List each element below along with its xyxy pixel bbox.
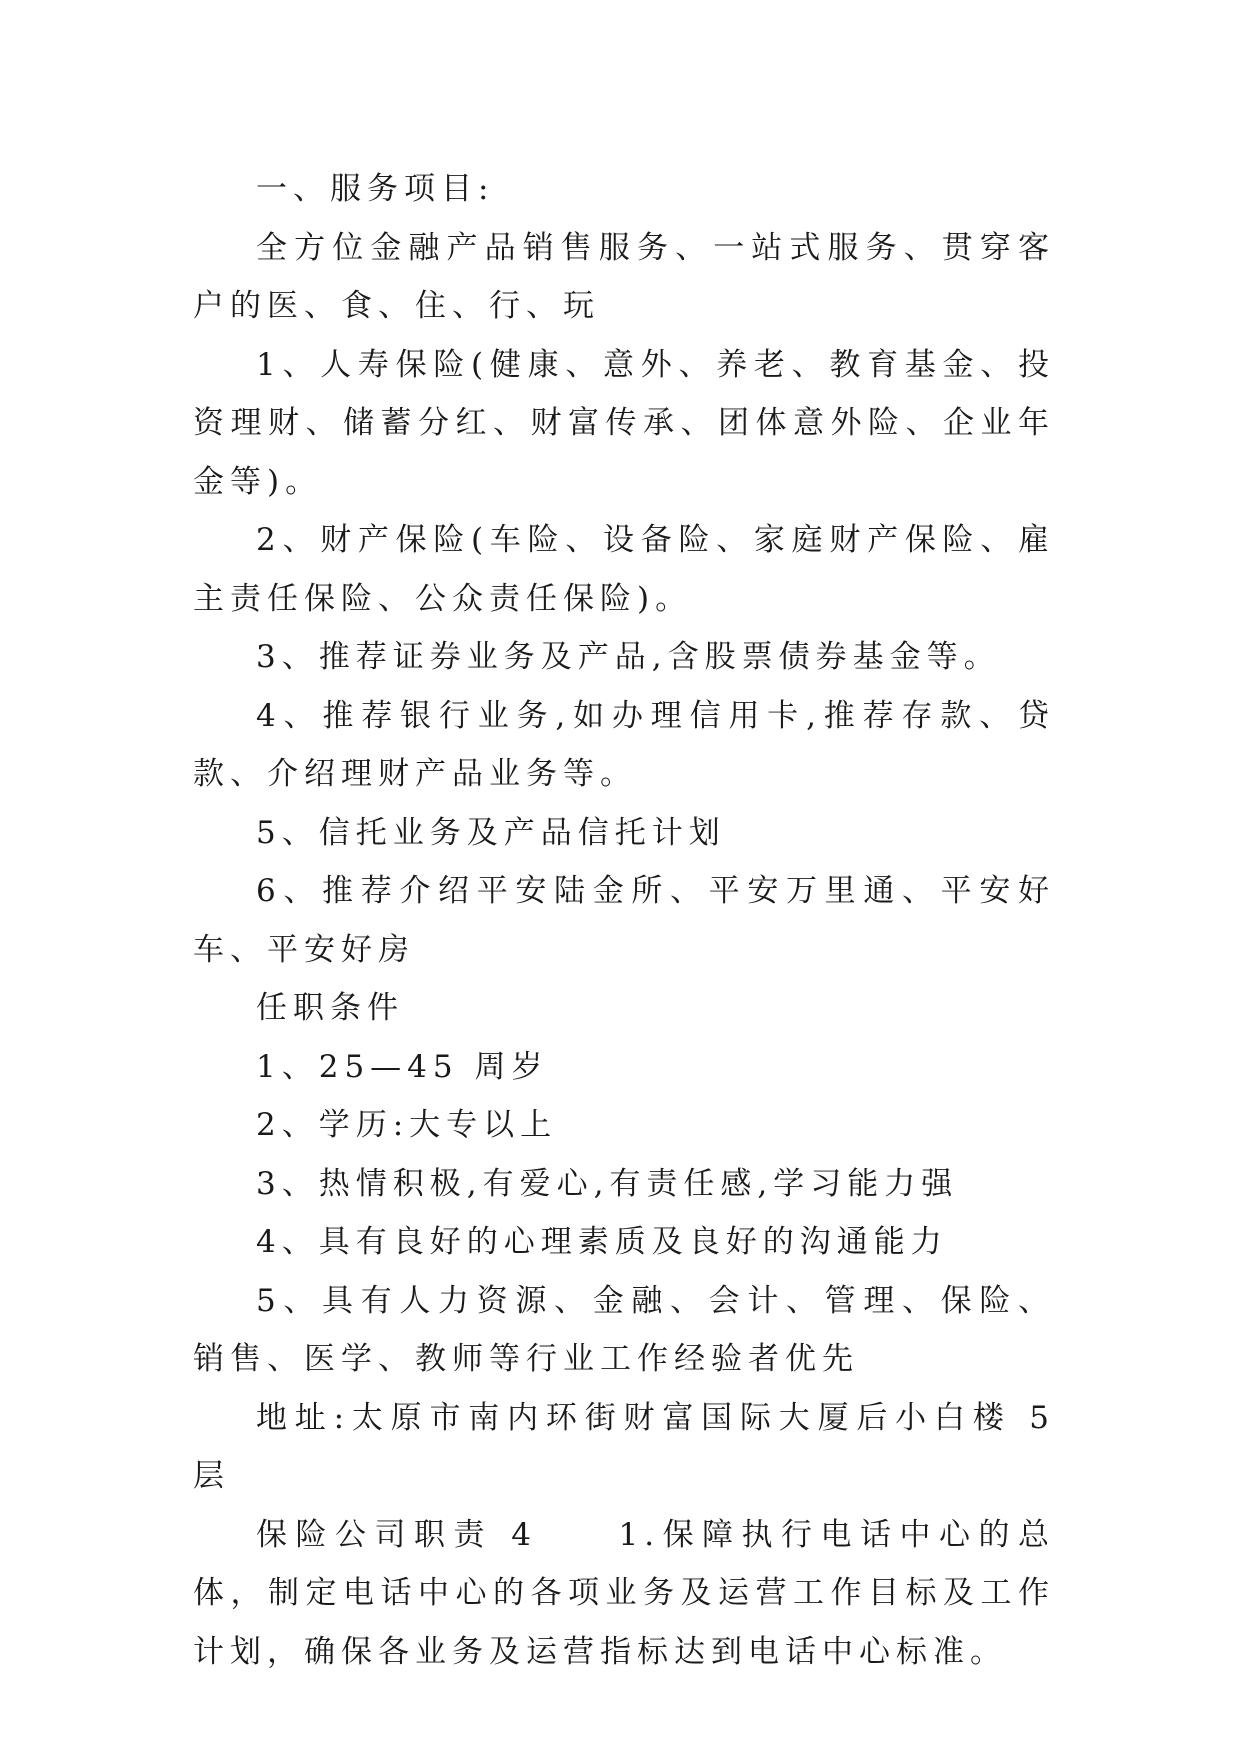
paragraph-duties: 保险公司职责 4 1.保障执行电话中心的总体，制定电话中心的各项业务及运营工作目标及工作计划，确保各业务及运营指标达到电话中心标准。 [193,1516,1055,1670]
list-item-age: 1、25—45 周岁 [256,1048,549,1085]
list-item-attitude: 3、热情积极,有爱心,有责任感,学习能力强 [256,1165,959,1202]
list-item-trust: 5、信托业务及产品信托计划 [256,814,726,851]
list-item-communication: 4、具有良好的心理素质及良好的沟通能力 [256,1224,948,1260]
paragraph-services-intro: 全方位金融产品销售服务、一站式服务、贯穿客户的医、食、住、行、玩 [193,229,1055,324]
list-item-life-insurance: 1、人寿保险(健康、意外、养老、教育基金、投资理财、储蓄分红、财富传承、团体意外险、企业年金等)。 [193,346,1055,500]
list-item-securities: 3、推荐证券业务及产品,含股票债券基金等。 [256,639,1001,675]
section-heading-requirements: 任职条件 [256,990,404,1026]
list-item-education: 2、学历:大专以上 [256,1107,558,1143]
list-item-pingan-services: 6、推荐介绍平安陆金所、平安万里通、平安好车、平安好房 [193,873,1055,968]
paragraph-address: 地址:太原市南内环街财富国际大厦后小白楼 5 层 [193,1399,1055,1494]
document-body [193,160,1055,1681]
list-item-banking: 4、推荐银行业务,如办理信用卡,推荐存款、贷款、介绍理财产品业务等。 [193,697,1055,792]
section-heading-services: 一、服务项目: [256,171,495,207]
list-item-experience: 5、具有人力资源、金融、会计、管理、保险、销售、医学、教师等行业工作经验者优先 [193,1282,1055,1377]
list-item-property-insurance: 2、财产保险(车险、设备险、家庭财产保险、雇主责任保险、公众责任保险)。 [193,522,1055,617]
